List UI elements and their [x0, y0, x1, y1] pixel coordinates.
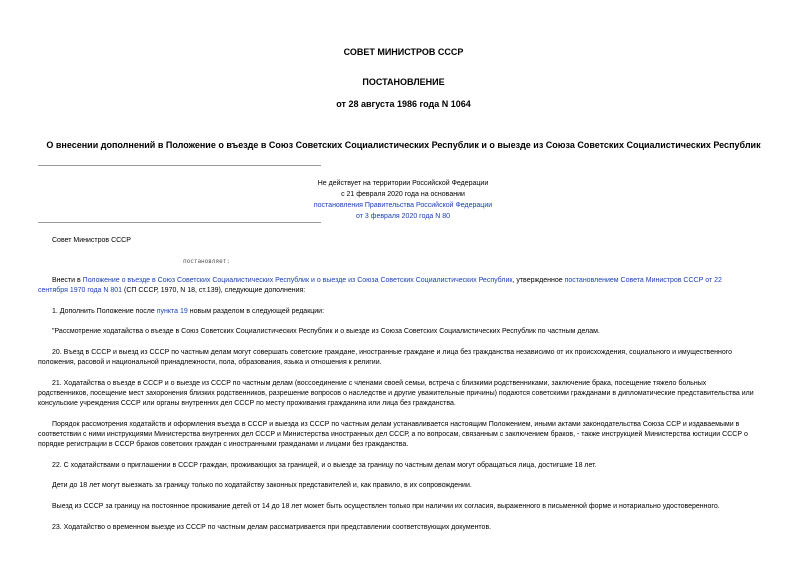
paragraph-10: 23. Ходатайство о временном выезде из СССР по частным делам рассматривается при представлении соответствующих документов.	[52, 524, 492, 531]
paragraph-4-line-1: 20. Въезд в СССР и выезд из СССР по частным делам могут совершать советские граждане, иностранные граждане и лица без гражданства независимо от их происхождения, социального и имущественного	[52, 349, 733, 356]
divider-bottom	[38, 222, 321, 223]
link-regulation[interactable]: Положение о въезде в Союз Советских Социалистических Республик и о выезде из Союза Советских Социалистических Республик	[82, 277, 513, 284]
paragraph-5-line-2: родственников, посещение мест захоронения близких родственников, разрешение вопросов о наследстве и другие уважительные причины) подаются советскими гражданами в дипломатические представительства или	[38, 390, 754, 397]
status-link-decree[interactable]: постановления Правительства Российской Федерации	[313, 202, 493, 209]
paragraph-1-line-1: Внести в Положение о въезде в Союз Советских Социалистических Республик и о выезде из Союза Советских Социалистических Республик, утвержденное постановлением Совета Министров СССР от 22	[52, 277, 722, 284]
link-decree-1970[interactable]: постановлением Совета Министров СССР от 22	[564, 277, 722, 284]
doc-type-heading: ПОСТАНОВЛЕНИЕ	[362, 77, 445, 87]
paragraph-9: Выезд из СССР за границу на постоянное проживание детей от 14 до 18 лет может быть осуществлен только при наличии их согласия, выраженного в письменной форме и нотариально удостоверенного.	[52, 503, 720, 510]
link-decree-1970-date[interactable]: сентября 1970 года N 801	[38, 287, 123, 294]
paragraph-3: "Рассмотрение ходатайства о въезде в Союз Советских Социалистических Республик и о выезде из Союза Советских Социалистических Республик по частным делам.	[52, 328, 600, 335]
issuer-line: Совет Министров СССР	[52, 237, 131, 244]
paragraph-2: 1. Дополнить Положение после пункта 19 новым разделом в следующей редакции:	[52, 308, 325, 315]
document-title: О внесении дополнений в Положение о въезде в Союз Советских Социалистических Республик и о выезде из Союза Советских Социалистических Республик	[46, 140, 761, 150]
status-line: Не действует на территории Российской Федерации	[317, 180, 489, 187]
link-item-19[interactable]: пункта 19	[156, 308, 188, 315]
paragraph-1-line-2: сентября 1970 года N 801 (СП СССР, 1970, N 18, ст.139), следующие дополнения:	[38, 287, 306, 294]
status-line: с 21 февраля 2020 года на основании	[341, 191, 465, 198]
paragraph-6-line-1: Порядок рассмотрения ходатайств и оформления въезда в СССР и выезда из СССР по частным делам устанавливается настоящим Положением, иными актами законодательства Союза ССР и издаваемыми в	[52, 421, 740, 428]
paragraph-5-line-3: консульские учреждения СССР или органы внутренних дел СССР по месту проживания гражданина или лица без гражданства.	[38, 400, 456, 407]
date-number-heading: от 28 августа 1986 года N 1064	[336, 99, 471, 109]
paragraph-4-line-2: положения, расовой и национальной принадлежности, пола, образования, языка и отношения к религии.	[38, 359, 382, 366]
issuer-heading: СОВЕТ МИНИСТРОВ СССР	[343, 47, 464, 57]
paragraph-6-line-2: соответствии с ними инструкциями Министерства внутренних дел СССР и Министерства иностранных дел СССР, а по вопросам, связанным с заключением браков, - также инструкцией Министерства юстиции СССР о	[38, 431, 748, 438]
status-link-date[interactable]: от 3 февраля 2020 года N 80	[355, 213, 451, 220]
decree-line: постановляет:	[183, 258, 230, 265]
paragraph-5-line-1: 21. Ходатайства о въезде в СССР и о выезде из СССР по частным делам (воссоединение с членами своей семьи, встреча с близкими родственниками, заключение брака, посещение тяжело больных	[52, 380, 707, 387]
divider-top	[38, 165, 321, 166]
paragraph-6-line-3: порядке регистрации в СССР браков советских граждан с иностранными гражданами и лицами без гражданства.	[38, 441, 409, 448]
status-block	[200, 178, 606, 222]
paragraph-8: Дети до 18 лет могут выезжать за границу только по ходатайству законных представителей и, как правило, в их сопровождении.	[52, 482, 472, 489]
paragraph-7: 22. С ходатайствами о приглашении в СССР граждан, проживающих за границей, и о выезде за границу по частным делам могут обращаться лица, достигшие 18 лет.	[52, 462, 597, 469]
